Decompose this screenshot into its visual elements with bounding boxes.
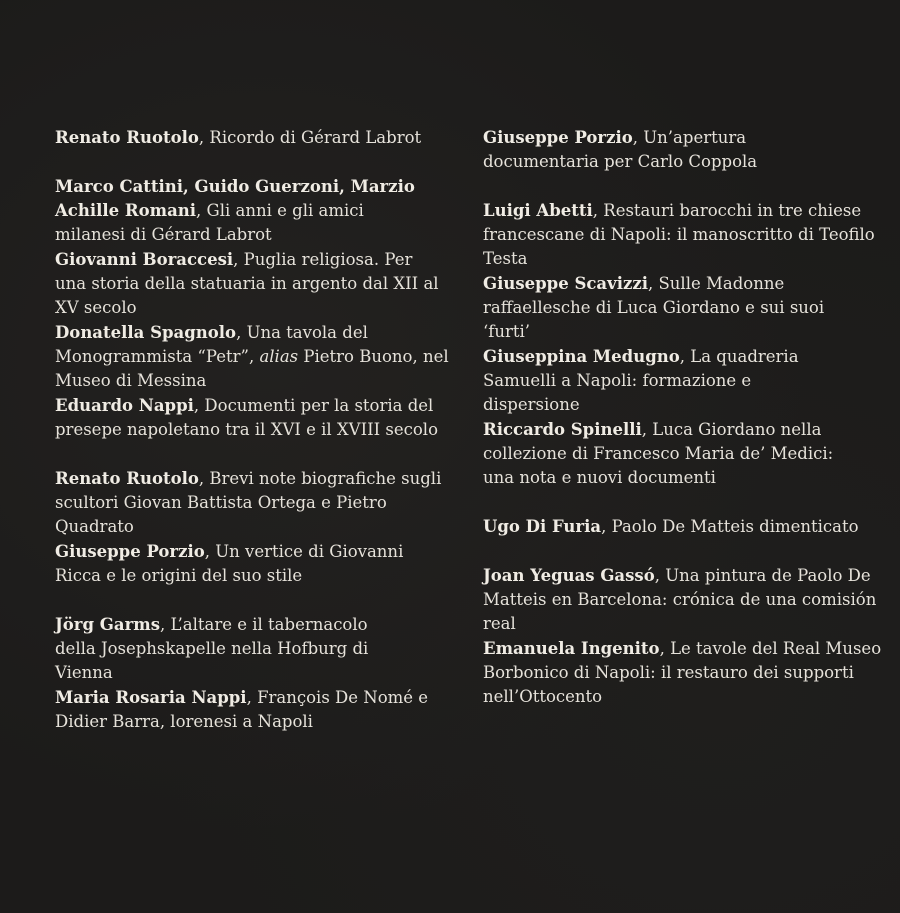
- entry-author: Marco Cattini, Guido Guerzoni, Marzio Achille Romani: [55, 177, 415, 220]
- entry-title: Una tavola del Monogrammista “Petr”, alias Pietro Buono, nel Museo di Messina: [55, 323, 449, 390]
- entry-title: La quadreria Samuelli a Napoli: formazione e dispersione: [483, 347, 799, 414]
- contents-entry: Giuseppe Porzio, Un’apertura documentaria per Carlo Coppola: [483, 128, 758, 171]
- entry-title: Una pintura de Paolo De Matteis en Barcelona: crónica de una comisión real: [483, 566, 877, 633]
- entry-title: François De Nomé e Didier Barra, lorenesi a Napoli: [55, 688, 429, 731]
- entry-title: Restauri barocchi in tre chiese francescane di Napoli: il manoscritto di Teofilo Testa: [483, 201, 875, 268]
- entry-title: Un’apertura documentaria per Carlo Coppola: [483, 128, 758, 171]
- contents-entry: Maria Rosaria Nappi, François De Nomé e Didier Barra, lorenesi a Napoli: [55, 688, 429, 731]
- entry-title: Puglia religiosa. Per una storia della statuaria in argento dal XII al XV secolo: [55, 250, 439, 317]
- contents-entry: Giuseppe Porzio, Un vertice di Giovanni Ricca e le origini del suo stile: [55, 542, 404, 585]
- contents-entry: Jörg Garms, L’altare e il tabernacolo della Josephskapelle nella Hofburg di Vienna: [55, 615, 369, 682]
- entry-title: Paolo De Matteis dimenticato: [611, 517, 859, 536]
- contents-entry: Luigi Abetti, Restauri barocchi in tre chiese francescane di Napoli: il manoscritto di Teofilo Testa: [483, 201, 875, 268]
- entry-author: Giuseppe Scavizzi: [483, 274, 648, 293]
- entry-author: Maria Rosaria Nappi: [55, 688, 247, 707]
- entry-author: Riccardo Spinelli: [483, 420, 642, 439]
- entry-title: Brevi note biografiche sugli scultori Giovan Battista Ortega e Pietro Quadrato: [55, 469, 442, 536]
- entry-author: Jörg Garms: [55, 615, 161, 634]
- contents-entry: Joan Yeguas Gassó, Una pintura de Paolo De Matteis en Barcelona: crónica de una comisión real: [483, 566, 877, 633]
- entry-author: Joan Yeguas Gassó: [483, 566, 655, 585]
- contents-entry: Giovanni Boraccesi, Puglia religiosa. Per una storia della statuaria in argento dal XII al XV secolo: [55, 250, 439, 317]
- entry-author: Giovanni Boraccesi: [55, 250, 234, 269]
- entry-title: Luca Giordano nella collezione di Francesco Maria de’ Medici: una nota e nuovi documenti: [483, 420, 834, 487]
- entry-title: Documenti per la storia del presepe napoletano tra il XVI e il XVIII secolo: [55, 396, 439, 439]
- entry-title: Un vertice di Giovanni Ricca e le origini del suo stile: [55, 542, 404, 585]
- entry-author: Giuseppina Medugno: [483, 347, 680, 366]
- entry-author: Giuseppe Porzio: [483, 128, 633, 147]
- contents-entry: Emanuela Ingenito, Le tavole del Real Museo Borbonico di Napoli: il restauro dei supporti nell’Ottocento: [483, 639, 882, 706]
- entry-title: Ricordo di Gérard Labrot: [209, 128, 422, 147]
- contents-entry: Marco Cattini, Guido Guerzoni, Marzio Achille Romani, Gli anni e gli amici milanesi di Gérard Labrot: [55, 177, 415, 244]
- entry-author: Donatella Spagnolo: [55, 323, 237, 342]
- entry-title: L’altare e il tabernacolo della Josephskapelle nella Hofburg di Vienna: [55, 615, 369, 682]
- contents-entry: Giuseppe Scavizzi, Sulle Madonne raffaellesche di Luca Giordano e sui suoi ‘furti’: [483, 274, 825, 341]
- entry-author: Ugo Di Furia: [483, 517, 602, 536]
- contents-entry: Donatella Spagnolo, Una tavola del Monogrammista “Petr”, alias Pietro Buono, nel Museo di Messina: [55, 323, 449, 390]
- entry-author: Giuseppe Porzio: [55, 542, 205, 561]
- contents-entry: Eduardo Nappi, Documenti per la storia del presepe napoletano tra il XVI e il XVIII secolo: [55, 396, 439, 439]
- contents-entry: Renato Ruotolo, Brevi note biografiche sugli scultori Giovan Battista Ortega e Pietro Quadrato: [55, 469, 442, 536]
- contents-entry: Giuseppina Medugno, La quadreria Samuelli a Napoli: formazione e dispersione: [483, 347, 799, 414]
- contents-entry: Riccardo Spinelli, Luca Giordano nella collezione di Francesco Maria de’ Medici: una nota e nuovi documenti: [483, 420, 834, 487]
- contents-entry: Ugo Di Furia, Paolo De Matteis dimenticato: [483, 517, 859, 536]
- entry-title: Le tavole del Real Museo Borbonico di Napoli: il restauro dei supporti nell’Ottocento: [483, 639, 882, 706]
- entry-title: Gli anni e gli amici milanesi di Gérard Labrot: [55, 201, 364, 244]
- entry-author: Eduardo Nappi: [55, 396, 194, 415]
- entry-title: Sulle Madonne raffaellesche di Luca Giordano e sui suoi ‘furti’: [483, 274, 825, 341]
- entry-author: Renato Ruotolo: [55, 469, 199, 488]
- contents-entry: Renato Ruotolo, Ricordo di Gérard Labrot: [55, 128, 422, 147]
- entry-author: Emanuela Ingenito: [483, 639, 660, 658]
- entry-author: Luigi Abetti: [483, 201, 593, 220]
- entry-author: Renato Ruotolo: [55, 128, 199, 147]
